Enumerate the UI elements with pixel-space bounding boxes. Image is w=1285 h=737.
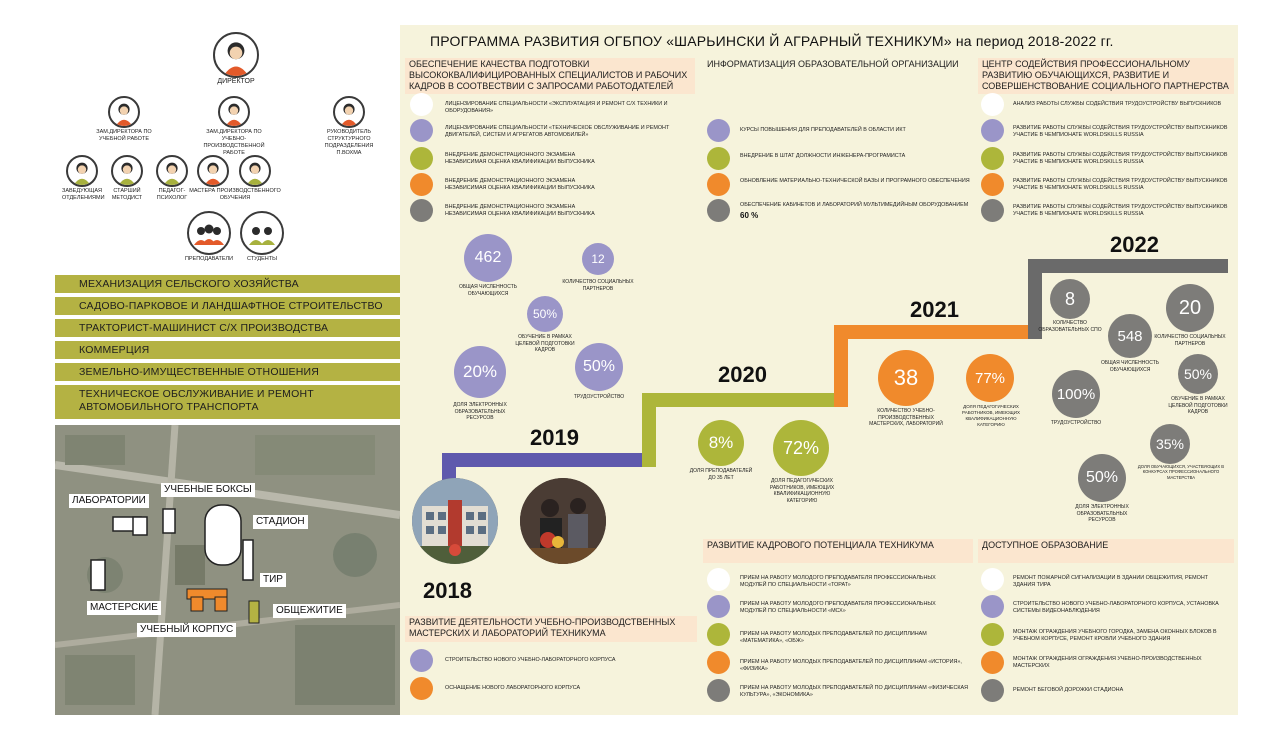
quality-row: ВНЕДРЕНИЕ ДЕМОНСТРАЦИОННОГО ЭКЗАМЕНА НЕЗАВИСИМАЯ ОЦЕНКА КВАЛИФИКАЦИИ ВЫПУСКНИКА bbox=[445, 152, 595, 166]
dot-white bbox=[410, 93, 433, 116]
stat-label: КОЛИЧЕСТВО СОЦИАЛЬНЫХ ПАРТНЕРОВ bbox=[562, 279, 634, 292]
dot-orange bbox=[981, 173, 1004, 196]
stat-circle: 12 bbox=[582, 243, 614, 275]
students-photo bbox=[520, 478, 606, 564]
access-row: МОНТАЖ ОГРАЖДЕНИЯ ОГРАЖДЕНИЯ УЧЕБНО-ПРОИЗВОДСТВЕННЫХ МАСТЕРСКИХ bbox=[1013, 656, 1202, 670]
psychologist-avatar bbox=[156, 155, 188, 187]
stat-circle: 548 bbox=[1108, 314, 1152, 358]
access-row: МОНТАЖ ОГРАЖДЕНИЯ УЧЕБНОГО ГОРОДКА, ЗАМЕНА ОКОННЫХ БЛОКОВ В УЧЕБНОМ КОРПУСЕ, РЕМОНТ КРОВЛИ УЧЕБНОГО ЗДАНИЯ bbox=[1013, 629, 1217, 643]
dot-gray bbox=[410, 199, 433, 222]
section-career-head: ЦЕНТР СОДЕЙСТВИЯ ПРОФЕССИОНАЛЬНОМУ РАЗВИТИЮ ОБУЧАЮЩИХСЯ, РАЗВИТИЕ И СОВЕРШЕНСТВОВАНИЕ СОЦИАЛЬНОГО ПАРТНЕРСТВА bbox=[978, 58, 1234, 94]
it-row: ОБНОВЛЕНИЕ МАТЕРИАЛЬНО-ТЕХНИЧЕСКОЙ БАЗЫ И ПРОГРАМНОГО ОБЕСПЕЧЕНИЯ bbox=[740, 178, 970, 184]
stat-label: ОБЩАЯ ЧИСЛЕННОСТЬ ОБУЧАЮЩИХСЯ bbox=[458, 284, 518, 297]
it-percent: 60 % bbox=[740, 211, 759, 220]
staff-row: ПРИЕМ НА РАБОТУ МОЛОДЫХ ПРЕПОДАВАТЕЛЕЙ ПО ДИСЦИПЛИНАМ «ИСТОРИЯ», «ФИЗИКА» bbox=[740, 659, 962, 673]
access-row: РЕМОНТ ПОЖАРНОЙ СИГНАЛИЗАЦИИ В ЗДАНИИ ОБЩЕЖИТИЯ, РЕМОНТ ЗДАНИЯ ТИРА bbox=[1013, 575, 1209, 589]
dot-purple bbox=[707, 119, 730, 142]
career-row: РАЗВИТИЕ РАБОТЫ СЛУЖБЫ СОДЕЙСТВИЯ ТРУДОУСТРОЙСТВУ ВЫПУСКНИКОВ УЧАСТИЕ В ЧЕМПИОНАТЕ WORLDSKILLS RUSSIA bbox=[1013, 204, 1228, 218]
director-avatar bbox=[213, 32, 259, 78]
dot-purple bbox=[707, 595, 730, 618]
career-row: АНАЛИЗ РАБОТЫ СЛУЖБЫ СОДЕЙСТВИЯ ТРУДОУСТРОЙСТВУ ВЫПУСКНИКОВ bbox=[1013, 101, 1222, 107]
career-row: РАЗВИТИЕ РАБОТЫ СЛУЖБЫ СОДЕЙСТВИЯ ТРУДОУСТРОЙСТВУ ВЫПУСКНИКОВ УЧАСТИЕ В ЧЕМПИОНАТЕ WORLDSKILLS RUSSIA bbox=[1013, 125, 1228, 139]
year-2021: 2021 bbox=[910, 297, 959, 322]
quality-row: ЛИЦЕНЗИРОВАНИЕ СПЕЦИАЛЬНОСТИ «ТЕХНИЧЕСКОЕ ОБСЛУЖИВАНИЕ И РЕМОНТ ДВИГАТЕЛЕЙ, СИСТЕМ И АГРЕГАТОВ АВТОМОБИЛЕЙ» bbox=[445, 125, 670, 139]
students-label: СТУДЕНТЫ bbox=[247, 256, 277, 262]
workshops-row: СТРОИТЕЛЬСТВО НОВОГО УЧЕБНО-ЛАБОРАТОРНОГО КОРПУСА bbox=[445, 657, 616, 663]
person-icon bbox=[241, 157, 269, 185]
person-icon bbox=[110, 98, 138, 126]
stat-label: ТРУДОУСТРОЙСТВО bbox=[573, 394, 625, 400]
head-division-avatar bbox=[333, 96, 365, 128]
stat-circle: 50% bbox=[575, 343, 623, 391]
dot-orange bbox=[410, 677, 433, 700]
person-icon bbox=[68, 157, 96, 185]
stat-label: ДОЛЯ ПЕДАГОГИЧЕСКИХ РАБОТНИКОВ, ИМЕЮЩИХ КВАЛИФИКАЦИОННУЮ КАТЕГОРИЮ bbox=[769, 478, 835, 504]
dot-purple bbox=[410, 649, 433, 672]
dot-white bbox=[707, 568, 730, 591]
person-icon bbox=[220, 98, 248, 126]
workshops-row: ОСНАЩЕНИЕ НОВОГО ЛАБОРАТОРНОГО КОРПУСА bbox=[445, 685, 581, 691]
masters-avatar-1 bbox=[197, 155, 229, 187]
dot-white bbox=[981, 93, 1004, 116]
section-it-head: ИНФОРМАТИЗАЦИЯ ОБРАЗОВАТЕЛЬНОЙ ОРГАНИЗАЦИИ bbox=[707, 59, 959, 69]
stat-circle: 50% bbox=[1078, 454, 1126, 502]
map-label-dorm: ОБЩЕЖИТИЕ bbox=[273, 604, 346, 618]
stat-label: ДОЛЯ ОБУЧАЮЩИХСЯ, УЧАСТВУЮЩИХ В КОНКУРСАХ ПРОФЕССИОНАЛЬНОГО МАСТЕРСТВА bbox=[1137, 464, 1225, 480]
dot-gray bbox=[707, 199, 730, 222]
quality-row: ВНЕДРЕНИЕ ДЕМОНСТРАЦИОННОГО ЭКЗАМЕНА НЕЗАВИСИМАЯ ОЦЕНКА КВАЛИФИКАЦИИ ВЫПУСКНИКА bbox=[445, 204, 595, 218]
specialty-item: КОММЕРЦИЯ bbox=[55, 341, 400, 359]
masters-label: МАСТЕРА ПРОИЗВОДСТВЕННОГО ОБУЧЕНИЯ bbox=[189, 188, 281, 201]
teachers-label: ПРЕПОДАВАТЕЛИ bbox=[184, 256, 234, 262]
stat-circle: 38 bbox=[878, 350, 934, 406]
career-row: РАЗВИТИЕ РАБОТЫ СЛУЖБЫ СОДЕЙСТВИЯ ТРУДОУСТРОЙСТВУ ВЫПУСКНИКОВ УЧАСТИЕ В ЧЕМПИОНАТЕ WORLDSKILLS RUSSIA bbox=[1013, 178, 1228, 192]
specialty-item: ЗЕМЕЛЬНО-ИМУЩЕСТВЕННЫЕ ОТНОШЕНИЯ bbox=[55, 363, 400, 381]
stat-label: КОЛИЧЕСТВО УЧЕБНО-ПРОИЗВОДСТВЕННЫХ МАСТЕРСКИХ, ЛАБОРАТОРИЙ bbox=[869, 408, 943, 427]
deputy-edu-avatar bbox=[108, 96, 140, 128]
dot-gray bbox=[981, 199, 1004, 222]
person-icon bbox=[158, 157, 186, 185]
staff-row: ПРИЕМ НА РАБОТУ МОЛОДОГО ПРЕПОДАВАТЕЛЯ ПРОФЕССИОНАЛЬНЫХ МОДУЛЕЙ ПО СПЕЦИАЛЬНОСТИ «МСХ» bbox=[740, 601, 936, 615]
section-workshops-head: РАЗВИТИЕ ДЕЯТЕЛЬНОСТИ УЧЕБНО-ПРОИЗВОДСТВЕННЫХ МАСТЕРСКИХ И ЛАБОРАТОРИЙ ТЕХНИКУМА bbox=[405, 616, 697, 642]
map-label-main-building: УЧЕБНЫЙ КОРПУС bbox=[137, 623, 236, 637]
access-row: СТРОИТЕЛЬСТВО НОВОГО УЧЕБНО-ЛАБОРАТОРНОГО КОРПУСА, УСТАНОВКА СИСТЕМЫ ВИДЕОНАБЛЮДЕНИЯ bbox=[1013, 601, 1219, 615]
stat-label: ОБУЧЕНИЕ В РАМКАХ ЦЕЛЕВОЙ ПОДГОТОВКИ КАДРОВ bbox=[515, 334, 575, 353]
campus-map bbox=[55, 425, 400, 715]
deputy-edu-label: ЗАМ.ДИРЕКТОРА ПО УЧЕБНОЙ РАБОТЕ bbox=[96, 129, 152, 142]
dot-purple bbox=[981, 595, 1004, 618]
dot-gray bbox=[707, 679, 730, 702]
deputy-prod-label: ЗАМ.ДИРЕКТОРА ПО УЧЕБНО-ПРОИЗВОДСТВЕННОЙ РАБОТЕ bbox=[203, 129, 265, 156]
masters-avatar-2 bbox=[239, 155, 271, 187]
career-row: РАЗВИТИЕ РАБОТЫ СЛУЖБЫ СОДЕЙСТВИЯ ТРУДОУСТРОЙСТВУ ВЫПУСКНИКОВ УЧАСТИЕ В ЧЕМПИОНАТЕ WORLDSKILLS RUSSIA bbox=[1013, 152, 1228, 166]
dot-white bbox=[981, 568, 1004, 591]
year-2018: 2018 bbox=[423, 578, 472, 603]
aerial-photo bbox=[55, 425, 400, 715]
staff-row: ПРИЕМ НА РАБОТУ МОЛОДЫХ ПРЕПОДАВАТЕЛЕЙ ПО ДИСЦИПЛИНАМ «МАТЕМАТИКА», «ОБЖ» bbox=[740, 631, 927, 645]
section-staff-head: РАЗВИТИЕ КАДРОВОГО ПОТЕНЦИАЛА ТЕХНИКУМА bbox=[703, 539, 973, 563]
quality-row: ВНЕДРЕНИЕ ДЕМОНСТРАЦИОННОГО ЭКЗАМЕНА НЕЗАВИСИМАЯ ОЦЕНКА КВАЛИФИКАЦИИ ВЫПУСКНИКА bbox=[445, 178, 595, 192]
section-quality-head: ОБЕСПЕЧЕНИЕ КАЧЕСТВА ПОДГОТОВКИ ВЫСОКОКВАЛИФИЦИРОВАННЫХ СПЕЦИАЛИСТОВ И РАБОЧИХ КАДРОВ В СООТВЕСТВИИ С ЗАПРОСАМИ РАБОТОДАТЕЛЕЙ bbox=[405, 58, 695, 94]
director-label: ДИРЕКТОР bbox=[217, 78, 255, 85]
stair-2020-step bbox=[642, 393, 834, 407]
group-icon bbox=[242, 213, 282, 253]
stair-2019 bbox=[442, 453, 642, 467]
it-row: КУРСЫ ПОВЫШЕНИЯ ДЛЯ ПРЕПОДАВАТЕЛЕЙ В ОБЛАСТИ ИКТ bbox=[740, 127, 906, 133]
dept-heads-avatar bbox=[66, 155, 98, 187]
stat-circle: 462 bbox=[464, 234, 512, 282]
map-label-labs: ЛАБОРАТОРИИ bbox=[69, 494, 149, 508]
dot-orange bbox=[707, 651, 730, 674]
specialty-item: САДОВО-ПАРКОВОЕ И ЛАНДШАФТНОЕ СТРОИТЕЛЬСТВО bbox=[55, 297, 400, 315]
year-2020: 2020 bbox=[718, 362, 767, 387]
year-2019: 2019 bbox=[530, 425, 579, 450]
stat-circle: 35% bbox=[1150, 424, 1190, 464]
map-label-workshops: МАСТЕРСКИЕ bbox=[87, 601, 161, 615]
staff-row: ПРИЕМ НА РАБОТУ МОЛОДОГО ПРЕПОДАВАТЕЛЯ ПРОФЕССИОНАЛЬНЫХ МОДУЛЕЙ ПО СПЕЦИАЛЬНОСТИ «ТОРАТ» bbox=[740, 575, 936, 589]
specialty-item: ТЕХНИЧЕСКОЕ ОБСЛУЖИВАНИЕ И РЕМОНТ АВТОМОБИЛЬНОГО ТРАНСПОРТА bbox=[55, 385, 400, 419]
stat-circle: 20 bbox=[1166, 284, 1214, 332]
psychologist-label: ПЕДАГОГ-ПСИХОЛОГ bbox=[156, 188, 188, 201]
it-row: ОБЕСПЕЧЕНИЕ КАБИНЕТОВ И ЛАБОРАТОРИЙ МУЛЬТИМЕДИЙНЫМ ОБОРУДОВАНИЕМ bbox=[740, 202, 969, 208]
stat-label: ОБУЧЕНИЕ В РАМКАХ ЦЕЛЕВОЙ ПОДГОТОВКИ КАДРОВ bbox=[1168, 396, 1228, 415]
stat-label: КОЛИЧЕСТВО ОБРАЗОВАТЕЛЬНЫХ СПО bbox=[1038, 320, 1102, 333]
section-access-head: ДОСТУПНОЕ ОБРАЗОВАНИЕ bbox=[978, 539, 1234, 563]
dot-olive bbox=[707, 147, 730, 170]
dot-olive bbox=[707, 623, 730, 646]
stat-circle: 50% bbox=[1178, 354, 1218, 394]
stat-label: ДОЛЯ ЭЛЕКТРОННЫХ ОБРАЗОВАТЕЛЬНЫХ РЕСУРСОВ bbox=[1075, 504, 1129, 523]
person-icon bbox=[215, 34, 257, 76]
dept-heads-label: ЗАВЕДУЮЩАЯ ОТДЕЛЕНИЯМИ bbox=[62, 188, 105, 201]
students-avatar bbox=[240, 211, 284, 255]
dot-gray bbox=[981, 679, 1004, 702]
stat-circle: 77% bbox=[966, 354, 1014, 402]
person-icon bbox=[335, 98, 363, 126]
stat-circle: 8 bbox=[1050, 279, 1090, 319]
deputy-prod-avatar bbox=[218, 96, 250, 128]
stat-label: ТРУДОУСТРОЙСТВО bbox=[1050, 420, 1102, 426]
senior-method-avatar bbox=[111, 155, 143, 187]
dot-olive bbox=[981, 623, 1004, 646]
stat-circle: 8% bbox=[698, 420, 744, 466]
dot-orange bbox=[410, 173, 433, 196]
dot-orange bbox=[707, 173, 730, 196]
year-2022: 2022 bbox=[1110, 232, 1159, 257]
stair-2022-step bbox=[1028, 259, 1228, 273]
dot-olive bbox=[981, 147, 1004, 170]
person-icon bbox=[113, 157, 141, 185]
dot-purple bbox=[410, 119, 433, 142]
stat-circle: 72% bbox=[773, 420, 829, 476]
stat-circle: 50% bbox=[527, 296, 563, 332]
stat-label: ДОЛЯ ПРЕПОДАВАТЕЛЕЙ ДО 35 ЛЕТ bbox=[689, 468, 753, 481]
person-icon bbox=[199, 157, 227, 185]
dot-purple bbox=[981, 119, 1004, 142]
stat-label: ДОЛЯ ЭЛЕКТРОННЫХ ОБРАЗОВАТЕЛЬНЫХ РЕСУРСОВ bbox=[453, 402, 507, 421]
access-row: РЕМОНТ БЕГОВОЙ ДОРОЖКИ СТАДИОНА bbox=[1013, 687, 1124, 693]
map-label-shooting: ТИР bbox=[260, 573, 286, 587]
teachers-avatar bbox=[187, 211, 231, 255]
stair-2021-step bbox=[834, 325, 1028, 339]
head-division-label: РУКОВОДИТЕЛЬ СТРУКТУРНОГО ПОДРАЗДЕЛЕНИЯ П.ВОХМА bbox=[324, 129, 374, 156]
quality-row: ЛИЦЕНЗИРОВАНИЕ СПЕЦИАЛЬНОСТИ «ЭКСПЛУАТАЦИЯ И РЕМОНТ С/Х ТЕХНИКИ И ОБОРУДОВАНИЯ» bbox=[445, 101, 668, 115]
stat-label: ОБЩАЯ ЧИСЛЕННОСТЬ ОБУЧАЮЩИХСЯ bbox=[1100, 360, 1160, 373]
map-label-stadium: СТАДИОН bbox=[253, 515, 308, 529]
stat-circle: 100% bbox=[1052, 370, 1100, 418]
specialty-item: МЕХАНИЗАЦИЯ СЕЛЬСКОГО ХОЗЯЙСТВА bbox=[55, 275, 400, 293]
page-title: ПРОГРАММА РАЗВИТИЯ ОГБПОУ «ШАРЬИНСКИ Й АГРАРНЫЙ ТЕХНИКУМ» на период 2018-2022 гг. bbox=[430, 33, 1114, 49]
staff-row: ПРИЕМ НА РАБОТУ МОЛОДЫХ ПРЕПОДАВАТЕЛЕЙ ПО ДИСЦИПЛИНАМ «ФИЗИЧЕСКАЯ КУЛЬТУРА», «ЭКОНОМИКА» bbox=[740, 685, 969, 699]
it-row: ВНЕДРЕНИЕ В ШТАТ ДОЛЖНОСТИ ИНЖЕНЕРА-ПРОГРАМИСТА bbox=[740, 153, 906, 159]
stat-circle: 20% bbox=[454, 346, 506, 398]
map-label-boxes: УЧЕБНЫЕ БОКСЫ bbox=[161, 483, 255, 497]
college-building-photo bbox=[412, 478, 498, 564]
stat-label: КОЛИЧЕСТВО СОЦИАЛЬНЫХ ПАРТНЕРОВ bbox=[1154, 334, 1226, 347]
dot-orange bbox=[981, 651, 1004, 674]
specialty-item: ТРАКТОРИСТ-МАШИНИСТ С/Х ПРОИЗВОДСТВА bbox=[55, 319, 400, 337]
senior-method-label: СТАРШИЙ МЕТОДИСТ bbox=[111, 188, 143, 201]
group-icon bbox=[189, 213, 229, 253]
stat-label: ДОЛЯ ПЕДАГОГИЧЕСКИХ РАБОТНИКОВ, ИМЕЮЩИХ КВАЛИФИКАЦИОННУЮ КАТЕГОРИЮ bbox=[962, 404, 1020, 427]
dot-olive bbox=[410, 147, 433, 170]
